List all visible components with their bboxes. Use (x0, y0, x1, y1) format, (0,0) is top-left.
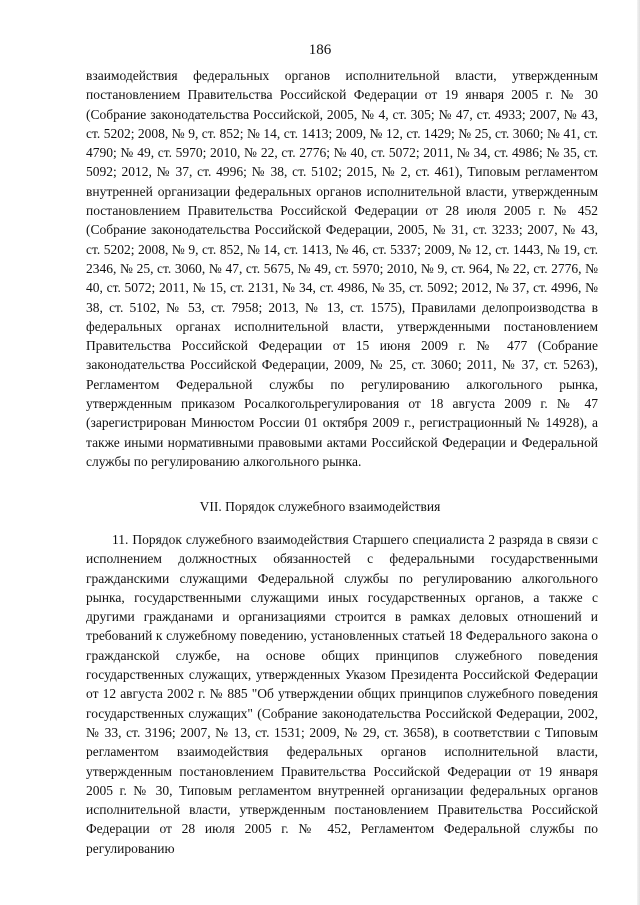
paragraph-continuation: взаимодействия федеральных органов исполнительной власти, утвержденным постановлением Правительства Российской Федерации от 19 января 2005 г. № 30 (Собрание законодательства Российской, 2005, № 4, ст. 305; № 47, ст. 4933; 2007, № 43, ст. 5202; 2008, № 9, ст. 852; № 14, ст. 1413; 2009, № 12, ст. 1429; № 25, ст. 3060; № 41, ст. 4790; № 49, ст. 5970; 2010, № 22, ст. 2776; № 40, ст. 5072; 2011, № 34, ст. 4986; № 35, ст. 5092; 2012, № 37, ст. 4996; № 38, ст. 5102; 2015, № 2, ст. 461), Типовым регламентом внутренней организации федеральных органов исполнительной власти, утвержденным постановлением Правительства Российской Федерации от 28 июля 2005 г. № 452 (Собрание законодательства Российской Федерации, 2005, № 31, ст. 3233; 2007, № 43, ст. 5202; 2008, № 9, ст. 852, № 14, ст. 1413, № 46, ст. 5337; 2009, № 12, ст. 1443, № 19, ст. 2346, № 25, ст. 3060, № 47, ст. 5675, № 49, ст. 5970; 2010, № 9, ст. 964, № 22, ст. 2776, № 40, ст. 5072; 2011, № 15, ст. 2131, № 34, ст. 4986, № 35, ст. 5092; 2012, № 37, ст. 4996, № 38, ст. 5102, № 53, ст. 7958; 2013, № 13, ст. 1575), Правилами делопроизводства в федеральных органах исполнительной власти, утвержденными постановлением Правительства Российской Федерации от 15 июня 2009 г. № 477 (Собрание законодательства Российской Федерации, 2009, № 25, ст. 3060; 2011, № 37, ст. 5263), Регламентом Федеральной службы по регулированию алкогольного рынка, утвержденным приказом Росалкогольрегулирования от 18 августа 2009 г. № 47 (зарегистрирован Минюстом России 01 октября 2009 г., регистрационный № 14928), а также иными нормативными правовыми актами Российской Федерации и Федеральной службы по регулированию алкогольного рынка. (86, 68, 598, 469)
section-title: VII. Порядок служебного взаимодействия (199, 499, 441, 514)
page-number: 186 (308, 42, 332, 58)
paragraph-11: 11. Порядок служебного взаимодействия Старшего специалиста 2 разряда в связи с исполнением должностных обязанностей с федеральными государственными гражданскими служащими Федеральной службы по регулированию алкогольного рынка, государственными служащими иных государственных органов, а также с другими гражданами и организациями строится в рамках деловых отношений и требований к служебному поведению, установленных статьей 18 Федерального закона о гражданской службе, на основе общих принципов служебного поведения государственных служащих, утвержденных Указом Президента Российской Федерации от 12 августа 2002 г. № 885 "Об утверждении общих принципов служебного поведения государственных служащих" (Собрание законодательства Российской Федерации, 2002, № 33, ст. 3196; 2007, № 13, ст. 1531; 2009, № 29, ст. 3658), в соответствии с Типовым регламентом взаимодействия федеральных органов исполнительной власти, утвержденным постановлением Правительства Российской Федерации от 19 января 2005 г. № 30, Типовым регламентом внутренней организации федеральных органов исполнительной власти, утвержденным постановлением Правительства Российской Федерации от 28 июля 2005 г. № 452, Регламентом Федеральной службы по регулированию (86, 532, 598, 856)
